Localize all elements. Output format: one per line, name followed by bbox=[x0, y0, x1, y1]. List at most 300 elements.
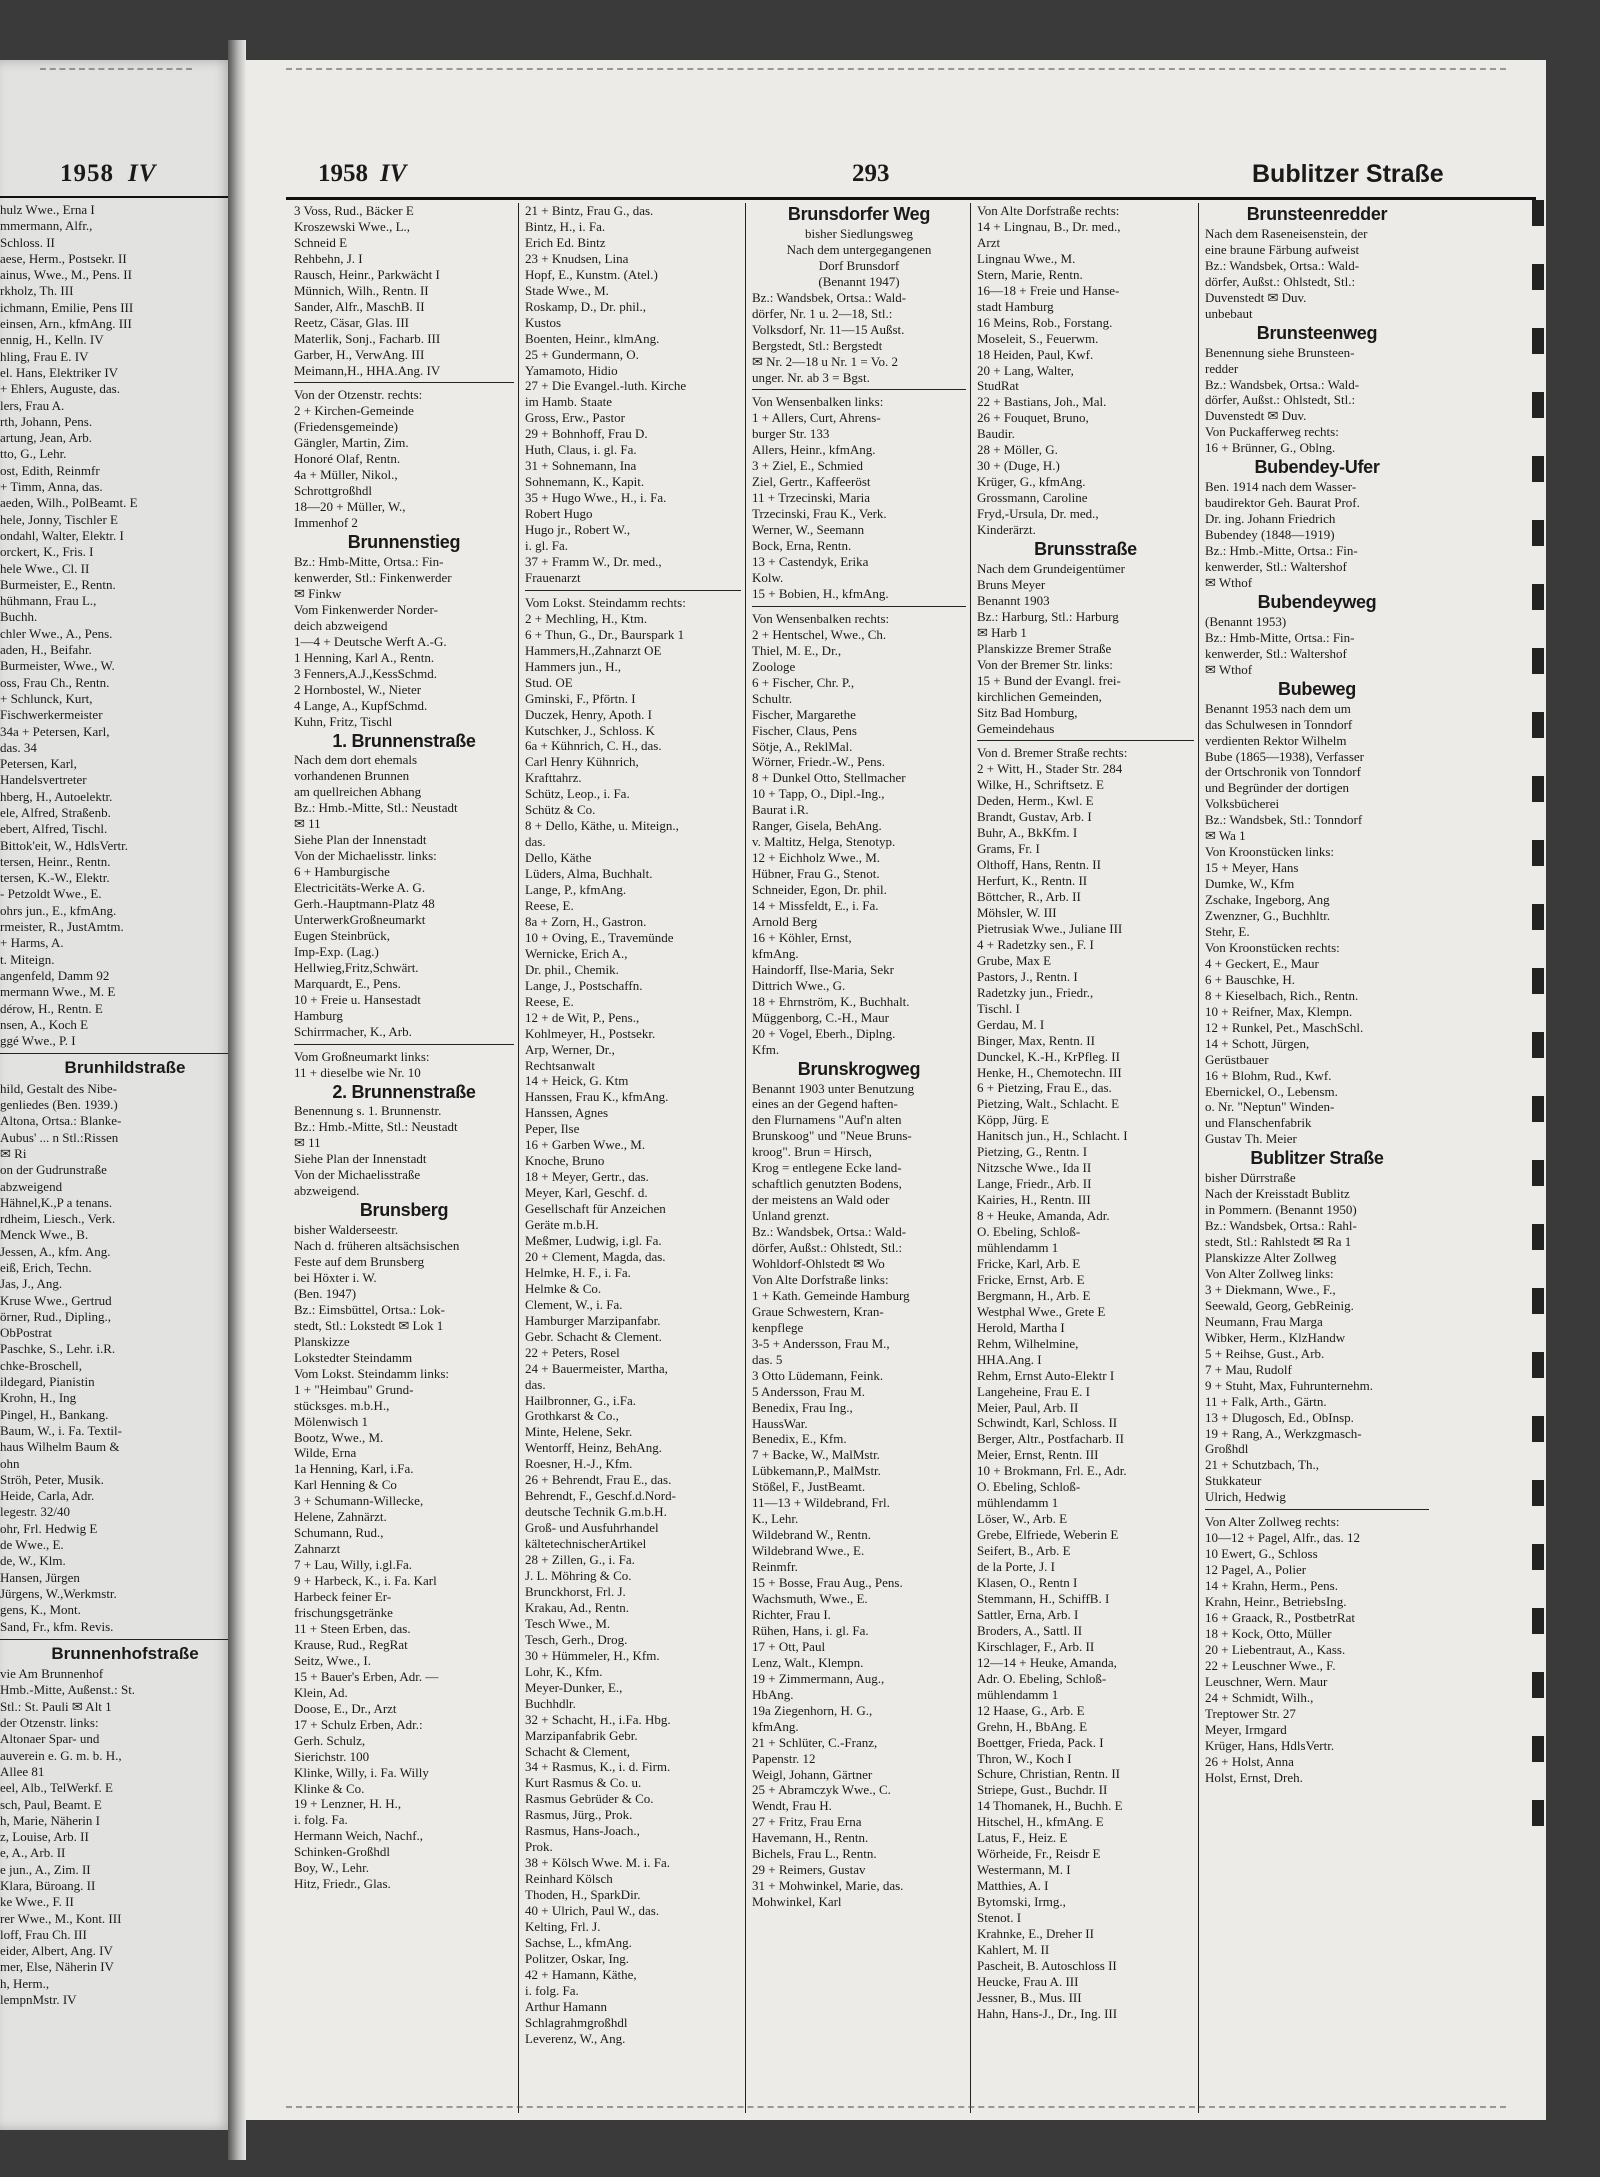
directory-line: Pietzing, G., Rentn. I bbox=[977, 1144, 1088, 1160]
directory-line: 16 + Graack, R., PostbetrRat bbox=[1205, 1610, 1355, 1626]
left-directory-line: hling, Frau E. IV bbox=[0, 348, 89, 364]
directory-line: Graue Schwestern, Kran- bbox=[752, 1303, 884, 1319]
left-directory-line: Menck Wwe., B. bbox=[0, 1227, 89, 1243]
directory-line: und Flanschenfabrik bbox=[1205, 1115, 1312, 1131]
thumb-index-mark bbox=[1532, 328, 1544, 354]
directory-line: 5 Andersson, Frau M. bbox=[752, 1383, 866, 1399]
directory-line: ✉ Wthof bbox=[1205, 574, 1253, 590]
directory-line: 18—20 + Müller, W., bbox=[294, 499, 406, 515]
header-volume: IV bbox=[380, 160, 407, 187]
section-divider bbox=[525, 590, 741, 591]
left-directory-line: h, Herm., bbox=[0, 1975, 50, 1991]
left-directory-line: ohn bbox=[0, 1455, 20, 1471]
directory-line: Siehe Plan der Innenstadt bbox=[294, 1151, 427, 1167]
directory-line: Hugo jr., Robert W., bbox=[525, 522, 631, 538]
directory-line: Sierichstr. 100 bbox=[294, 1748, 370, 1764]
directory-line: Ulrich, Hedwig bbox=[1205, 1489, 1286, 1505]
directory-line: 28 + Möller, G. bbox=[977, 442, 1058, 458]
thumb-index-mark bbox=[1532, 1160, 1544, 1186]
directory-line: Helmke & Co. bbox=[525, 1280, 602, 1296]
left-directory-line: Jessen, A., kfm. Ang. bbox=[0, 1243, 111, 1259]
directory-line: Allers, Heinr., kfmAng. bbox=[752, 442, 876, 458]
directory-line: kenwerder, Stl.: Waltershof bbox=[1205, 559, 1347, 575]
left-directory-line: hild, Gestalt des Nibe- bbox=[0, 1080, 117, 1096]
left-directory-line: Hansen, Jürgen bbox=[0, 1569, 80, 1585]
directory-line: 14 + Heick, G. Ktm bbox=[525, 1073, 629, 1089]
directory-line: 12 + Eichholz Wwe., M. bbox=[752, 850, 881, 866]
directory-line: kältetechnischerArtikel bbox=[525, 1536, 647, 1552]
directory-line: Schrottgroßhdl bbox=[294, 483, 372, 499]
directory-line: 29 + Reimers, Gustav bbox=[752, 1862, 866, 1878]
directory-line: Matthies, A. I bbox=[977, 1878, 1049, 1894]
directory-line: Kuhn, Fritz, Tischl bbox=[294, 713, 393, 729]
left-directory-line: Ströh, Peter, Musik. bbox=[0, 1471, 104, 1487]
thumb-index-mark bbox=[1532, 1800, 1544, 1826]
directory-line: Dunckel, K.-H., KrPfleg. II bbox=[977, 1048, 1120, 1064]
directory-line: Seitz, Wwe., I. bbox=[294, 1652, 372, 1668]
directory-line: Bz.: Hmb.-Mitte, Stl.: Neustadt bbox=[294, 1119, 458, 1135]
directory-line: 6 + Thun, G., Dr., Baurspark 1 bbox=[525, 626, 685, 642]
directory-line: kirchlichen Gemeinden, bbox=[977, 688, 1102, 704]
directory-line: Müggenborg, C.-H., Maur bbox=[752, 1009, 889, 1025]
directory-line: Schütz, Leop., i. Fa. bbox=[525, 786, 630, 802]
directory-line: Gross, Erw., Pastor bbox=[525, 410, 625, 426]
directory-line: 37 + Framm W., Dr. med., bbox=[525, 553, 662, 569]
directory-line: Bootz, Wwe., M. bbox=[294, 1429, 384, 1445]
column-divider bbox=[970, 203, 971, 2113]
left-directory-line: Burmeister, Wwe., W. bbox=[0, 658, 115, 674]
directory-line: Fricke, Ernst, Arb. E bbox=[977, 1271, 1085, 1287]
directory-line: 6 + Pietzing, Frau E., das. bbox=[977, 1080, 1112, 1096]
directory-line: Bichels, Frau L., Rentn. bbox=[752, 1846, 877, 1862]
directory-line: der Ortschronik von Tonndorf bbox=[1205, 764, 1361, 780]
directory-line: Ebernickel, O., Lebensm. bbox=[1205, 1083, 1338, 1099]
directory-line: 3 + Diekmann, Wwe., F., bbox=[1205, 1281, 1336, 1297]
directory-line: 2 + Mechling, H., Ktm. bbox=[525, 610, 648, 626]
directory-line: Bz.: Eimsbüttel, Ortsa.: Lok- bbox=[294, 1301, 445, 1317]
directory-line: Meyer-Dunker, E., bbox=[525, 1679, 623, 1695]
directory-line: Ben. 1914 nach dem Wasser- bbox=[1205, 479, 1357, 495]
left-directory-line: angenfeld, Damm 92 bbox=[0, 967, 110, 983]
directory-line: Möhsler, W. III bbox=[977, 904, 1057, 920]
directory-line: 31 + Sohnemann, Ina bbox=[525, 458, 637, 474]
left-directory-line: lempnMstr. IV bbox=[0, 1992, 77, 2008]
left-directory-line: Burmeister, E., Rentn. bbox=[0, 576, 116, 592]
directory-line: J. L. Möhring & Co. bbox=[525, 1568, 632, 1584]
directory-line: Latus, F., Heiz. E bbox=[977, 1830, 1068, 1846]
directory-line: 15 + Bund der Evangl. frei- bbox=[977, 672, 1121, 688]
thumb-index-mark bbox=[1532, 1096, 1544, 1122]
directory-line: 35 + Hugo Wwe., H., i. Fa. bbox=[525, 490, 667, 506]
directory-line: Hermann Weich, Nachf., bbox=[294, 1828, 424, 1844]
dashes-top bbox=[40, 68, 192, 72]
directory-line: Schinken-Großhdl bbox=[294, 1844, 391, 1860]
directory-line: Broders, A., Sattl. II bbox=[977, 1622, 1083, 1638]
directory-line: HHA.Ang. I bbox=[977, 1351, 1042, 1367]
left-directory-line: genliedes (Ben. 1939.) bbox=[0, 1097, 118, 1113]
left-directory-line: chler Wwe., A., Pens. bbox=[0, 625, 113, 641]
thumb-index-mark bbox=[1532, 1672, 1544, 1698]
directory-line: verdienten Rektor Wilhelm bbox=[1205, 732, 1347, 748]
directory-line: Seewald, Georg, GebReinig. bbox=[1205, 1297, 1354, 1313]
directory-line: Reinhard Kölsch bbox=[525, 1871, 613, 1887]
directory-line: Krause, Rud., RegRat bbox=[294, 1636, 408, 1652]
column-2 bbox=[525, 203, 741, 2113]
street-heading: 2. Brunnenstraße bbox=[332, 1081, 476, 1102]
directory-line: Stern, Marie, Rentn. bbox=[977, 266, 1083, 282]
left-directory-line: Heide, Carla, Adr. bbox=[0, 1488, 95, 1504]
directory-line: Kolw. bbox=[752, 569, 784, 585]
street-heading: Bubeweg bbox=[1278, 678, 1356, 699]
directory-line: Adr. O. Ebeling, Schloß- bbox=[977, 1670, 1107, 1686]
directory-line: Vom Großneumarkt links: bbox=[294, 1048, 430, 1064]
directory-line: Rühen, Hans, i. gl. Fa. bbox=[752, 1622, 869, 1638]
directory-line: Sander, Alfr., MaschB. II bbox=[294, 298, 425, 314]
thumb-index-mark bbox=[1532, 968, 1544, 994]
directory-line: Stud. OE bbox=[525, 674, 573, 690]
directory-line: ✉ Wa 1 bbox=[1205, 828, 1246, 844]
directory-line: Schwindt, Karl, Schloss. II bbox=[977, 1415, 1118, 1431]
directory-line: bisher Dürrstraße bbox=[1205, 1170, 1296, 1186]
left-directory-line: el. Hans, Elektriker IV bbox=[0, 364, 119, 380]
dashes-top bbox=[286, 68, 1506, 72]
directory-line: Thoden, H., SparkDir. bbox=[525, 1887, 641, 1903]
directory-line: Grothkarst & Co., bbox=[525, 1408, 619, 1424]
directory-line: mühlendamm 1 bbox=[977, 1686, 1059, 1702]
directory-line: Nach dem dort ehemals bbox=[294, 752, 418, 768]
thumb-index-mark bbox=[1532, 840, 1544, 866]
directory-line: 21 + Schutzbach, Th., bbox=[1205, 1457, 1319, 1473]
directory-line: stücksges. m.b.H., bbox=[294, 1397, 390, 1413]
column-1 bbox=[294, 203, 514, 2113]
directory-line: Rasmus, Jürg., Prok. bbox=[525, 1807, 633, 1823]
thumb-index-mark bbox=[1532, 520, 1544, 546]
section-divider bbox=[977, 740, 1194, 741]
left-directory-line: vie Am Brunnenhof bbox=[0, 1666, 104, 1682]
left-directory-line: - Petzoldt Wwe., E. bbox=[0, 886, 102, 902]
street-note: Dorf Brunsdorf bbox=[818, 257, 900, 273]
directory-line: im Hamb. Staate bbox=[525, 394, 613, 410]
directory-line: Pietzing, Walt., Schlacht. E bbox=[977, 1096, 1120, 1112]
directory-line: schaftlich genutzten Bodens, bbox=[752, 1176, 902, 1192]
directory-line: 10 + Tapp, O., Dipl.-Ing., bbox=[752, 786, 885, 802]
directory-line: 2 + Hentschel, Wwe., Ch. bbox=[752, 626, 887, 642]
directory-line: Dr. ing. Johann Friedrich bbox=[1205, 511, 1336, 527]
directory-line: Fricke, Karl, Arb. E bbox=[977, 1255, 1081, 1271]
left-directory-line: Fischwerkermeister bbox=[0, 707, 103, 723]
directory-line: Bube (1865—1938), Verfasser bbox=[1205, 748, 1364, 764]
directory-line: Neumann, Frau Marga bbox=[1205, 1313, 1323, 1329]
directory-line: i. folg. Fa. bbox=[294, 1812, 348, 1828]
directory-line: ✉ Finkw bbox=[294, 585, 342, 601]
directory-line: Benannt 1903 unter Benutzung bbox=[752, 1080, 915, 1096]
directory-line: Pascheit, B. Autoschloss II bbox=[977, 1957, 1117, 1973]
directory-line: Hahn, Hans-J., Dr., Ing. III bbox=[977, 2005, 1118, 2021]
directory-line: das Schulwesen in Tonndorf bbox=[1205, 716, 1353, 732]
street-heading: Brunsteenredder bbox=[1246, 204, 1388, 224]
directory-line: Stößel, F., JustBeamt. bbox=[752, 1479, 866, 1495]
directory-line: Werner, W., Seemann bbox=[752, 522, 865, 538]
thumb-index-mark bbox=[1532, 1480, 1544, 1506]
directory-line: Tesch, Gerh., Drog. bbox=[525, 1631, 628, 1647]
directory-line: Herold, Martha I bbox=[977, 1319, 1065, 1335]
left-directory-line: eiß, Erich, Techn. bbox=[0, 1260, 92, 1275]
directory-line: 13 + Castendyk, Erika bbox=[752, 554, 869, 570]
directory-line: Buchhdlr. bbox=[525, 1695, 576, 1711]
directory-line: Reetz, Cäsar, Glas. III bbox=[294, 314, 409, 330]
left-directory-line: Hähnel,K.,P a tenans. bbox=[0, 1194, 113, 1210]
directory-line: Kutschker, J., Schloss. K bbox=[525, 722, 655, 738]
directory-line: in Pommern. (Benannt 1950) bbox=[1205, 1202, 1357, 1218]
left-directory-line: artung, Jean, Arb. bbox=[0, 430, 93, 446]
directory-line: Wohldorf-Ohlstedt ✉ Wo bbox=[752, 1256, 885, 1271]
left-section-divider bbox=[0, 1639, 230, 1640]
directory-line: 20 + Lang, Walter, bbox=[977, 362, 1074, 378]
left-directory-line: loff, Frau Ch. III bbox=[0, 1926, 87, 1942]
directory-line: Henke, H., Chemotechn. III bbox=[977, 1064, 1122, 1080]
directory-line: Grossmann, Caroline bbox=[977, 490, 1088, 506]
left-directory-line: hele, Jonny, Tischler E bbox=[0, 511, 118, 527]
directory-line: Weigl, Johann, Gärtner bbox=[752, 1766, 873, 1782]
thumb-index-mark bbox=[1532, 712, 1544, 738]
directory-line: 1 + Kath. Gemeinde Hamburg bbox=[752, 1287, 910, 1303]
left-directory-line: on der Gudrunstraße bbox=[0, 1162, 107, 1178]
directory-line: Wörheide, Fr., Reisdr E bbox=[977, 1846, 1101, 1862]
directory-line: Bz.: Wandsbek, Ortsa.: Wald- bbox=[1205, 257, 1360, 273]
directory-line: Bubendey (1848—1919) bbox=[1205, 527, 1335, 543]
directory-line: das. 5 bbox=[752, 1351, 783, 1367]
directory-line: Lüders, Alma, Buchhalt. bbox=[525, 866, 653, 882]
directory-line: Schneider, Egon, Dr. phil. bbox=[752, 882, 887, 898]
directory-line: 15 + Bobien, H., kfmAng. bbox=[752, 585, 889, 601]
directory-line: Planskizze bbox=[294, 1333, 350, 1349]
left-directory-line: rkholz, Th. III bbox=[0, 283, 74, 299]
street-heading: Brunsdorfer Weg bbox=[787, 204, 931, 224]
directory-line: 11—13 + Wildebrand, Frl. bbox=[752, 1495, 890, 1511]
directory-line: dörfer, Außst.: Ohlstedt, Stl.: bbox=[1205, 273, 1356, 289]
left-directory-line: ennig, H., Kelln. IV bbox=[0, 332, 104, 348]
left-directory-line: rmeister, R., JustAmtm. bbox=[0, 919, 124, 935]
directory-line: 3 Fenners,A.J.,KessSchmd. bbox=[294, 665, 437, 681]
directory-line: Binger, Max, Rentn. II bbox=[977, 1032, 1095, 1048]
left-directory-line: Jas, J., Ang. bbox=[0, 1276, 63, 1292]
directory-line: 6a + Kühnrich, C. H., das. bbox=[525, 738, 662, 754]
directory-line: Stemmann, H., SchiffB. I bbox=[977, 1590, 1110, 1606]
directory-line: Unland grenzt. bbox=[752, 1208, 830, 1224]
directory-line: Brunskoog" und "Neue Bruns- bbox=[752, 1128, 912, 1144]
directory-line: 22 + Peters, Rosel bbox=[525, 1344, 620, 1360]
directory-line: 22 + Leuschner Wwe., F. bbox=[1205, 1657, 1336, 1673]
directory-line: Ziel, Gertr., Kaffeeröst bbox=[752, 474, 871, 490]
left-page bbox=[0, 60, 232, 2130]
directory-line: Papenstr. 12 bbox=[752, 1750, 816, 1766]
section-divider bbox=[294, 1044, 514, 1045]
directory-line: 7 + Mau, Rudolf bbox=[1205, 1361, 1292, 1377]
street-heading: Brunskrogweg bbox=[797, 1058, 921, 1079]
directory-line: Von Kroonstücken links: bbox=[1205, 844, 1335, 860]
directory-line: 1a Henning, Karl, i.Fa. bbox=[294, 1461, 414, 1477]
directory-line: Krafttahrz. bbox=[525, 770, 582, 786]
directory-line: Krüger, Hans, HdlsVertr. bbox=[1205, 1737, 1335, 1753]
directory-line: kenpflege bbox=[752, 1319, 804, 1335]
directory-line: 15 + Meyer, Hans bbox=[1205, 860, 1299, 876]
directory-line: 16—18 + Freie und Hanse- bbox=[977, 282, 1120, 298]
directory-line: Kustos bbox=[525, 314, 562, 330]
directory-line: Striepe, Gust., Buchdr. II bbox=[977, 1782, 1108, 1798]
street-note: (Benannt 1947) bbox=[818, 273, 900, 289]
directory-line: deutsche Technik G.m.b.H. bbox=[525, 1504, 667, 1520]
directory-line: Klinke, Willy, i. Fa. Willy bbox=[294, 1764, 429, 1780]
directory-line: Von Alte Dorfstraße rechts: bbox=[977, 203, 1120, 218]
directory-line: Reese, E. bbox=[525, 993, 574, 1009]
directory-line: Wachsmuth, Wwe., E. bbox=[752, 1591, 868, 1607]
directory-line: Hitschel, H., kfmAng. E bbox=[977, 1814, 1104, 1830]
left-directory-line: mmermann, Alfr., bbox=[0, 218, 93, 234]
directory-line: Westermann, M. I bbox=[977, 1862, 1071, 1878]
directory-line: 24 + Schmidt, Wilh., bbox=[1205, 1689, 1314, 1705]
directory-line: Von Kroonstücken rechts: bbox=[1205, 939, 1340, 955]
left-directory-line: ggé Wwe., P. I bbox=[0, 1033, 76, 1049]
directory-line: Electricitäts-Werke A. G. bbox=[294, 880, 426, 896]
directory-line: 4 + Radetzky sen., F. I bbox=[977, 936, 1094, 952]
directory-line: Imp-Exp. (Lag.) bbox=[294, 943, 379, 959]
left-page-year: 1958 bbox=[60, 160, 114, 187]
directory-line: Meier, Paul, Arb. II bbox=[977, 1399, 1079, 1415]
thumb-index-mark bbox=[1532, 200, 1544, 226]
directory-line: 8a + Zorn, H., Gastron. bbox=[525, 913, 647, 929]
directory-line: 2 + Kirchen-Gemeinde bbox=[294, 403, 414, 419]
column-4 bbox=[977, 203, 1194, 2113]
directory-line: Roskamp, D., Dr. phil., bbox=[525, 298, 646, 314]
section-divider bbox=[1205, 1509, 1429, 1510]
thumb-index-mark bbox=[1532, 648, 1544, 674]
directory-line: 21 + Bintz, Frau G., das. bbox=[525, 203, 654, 218]
directory-line: Hamburg bbox=[294, 1007, 343, 1023]
directory-line: Gerdau, M. I bbox=[977, 1016, 1045, 1032]
header-rule bbox=[286, 197, 1536, 200]
directory-line: Grube, Max E bbox=[977, 952, 1052, 968]
directory-line: redder bbox=[1205, 360, 1239, 376]
directory-line: Sachse, L., kfmAng. bbox=[525, 1934, 632, 1950]
directory-line: den Flurnamens "Auf'n alten bbox=[752, 1112, 902, 1128]
directory-line: stedt, Stl.: Rahlstedt ✉ Ra 1 bbox=[1205, 1234, 1352, 1250]
directory-line: 2 + Witt, H., Stader Str. 284 bbox=[977, 761, 1123, 777]
directory-line: Erich Ed. Bintz bbox=[525, 234, 606, 250]
directory-line: ✉ Nr. 2—18 u Nr. 1 = Vo. 2 bbox=[752, 353, 898, 369]
directory-line: Zahnarzt bbox=[294, 1541, 341, 1557]
directory-line: deich abzweigend bbox=[294, 617, 388, 633]
directory-line: Doose, E., Dr., Arzt bbox=[294, 1700, 397, 1716]
directory-line: Sohnemann, K., Kapit. bbox=[525, 474, 645, 490]
directory-line: Rehm, Ernst Auto-Elektr I bbox=[977, 1367, 1115, 1383]
directory-line: Seifert, B., Arb. E bbox=[977, 1543, 1071, 1559]
directory-line: Schütz & Co. bbox=[525, 802, 596, 818]
thumb-index-mark bbox=[1532, 904, 1544, 930]
street-heading: Bublitzer Straße bbox=[1250, 1148, 1384, 1169]
directory-line: Zschake, Ingeborg, Ang bbox=[1205, 892, 1330, 908]
directory-line: Von Alter Zollweg links: bbox=[1205, 1266, 1334, 1281]
left-page-header bbox=[60, 160, 156, 188]
directory-line: 21 + Schlüter, C.-Franz, bbox=[752, 1734, 878, 1750]
left-directory-line: aden, H., Beifahr. bbox=[0, 642, 92, 658]
directory-line: Stade Wwe., M. bbox=[525, 282, 609, 298]
directory-line: Klein, Ad. bbox=[294, 1684, 348, 1700]
thumb-index-mark bbox=[1532, 1608, 1544, 1634]
column-divider bbox=[745, 203, 746, 2113]
directory-line: Rausch, Heinr., Parkwächt I bbox=[294, 266, 440, 282]
directory-line: 4 + Geckert, E., Maur bbox=[1205, 955, 1319, 971]
page-number: 293 bbox=[852, 160, 890, 187]
directory-line: 3-5 + Andersson, Frau M., bbox=[752, 1335, 890, 1351]
directory-line: Benennung s. 1. Brunnenstr. bbox=[294, 1103, 442, 1119]
directory-line: Wildebrand Wwe., E. bbox=[752, 1543, 865, 1559]
left-directory-line: de Wwe., E. bbox=[0, 1537, 64, 1553]
directory-line: Löser, W., Arb. E bbox=[977, 1511, 1068, 1527]
directory-line: Kroszewski Wwe., L., bbox=[294, 218, 411, 234]
directory-line: Nitzsche Wwe., Ida II bbox=[977, 1160, 1092, 1176]
directory-line: Bytomski, Irmg., bbox=[977, 1894, 1066, 1910]
directory-line: Klinke & Co. bbox=[294, 1780, 365, 1796]
directory-line: ✉ Wthof bbox=[1205, 661, 1253, 677]
directory-line: Duczek, Henry, Apoth. I bbox=[525, 706, 652, 722]
left-directory-line: tersen, K.-W., Elektr. bbox=[0, 870, 110, 886]
thumb-index-mark bbox=[1532, 1544, 1544, 1570]
directory-line: 4a + Müller, Nikol., bbox=[294, 467, 398, 483]
left-directory-line: Baum, W., i. Fa. Textil- bbox=[0, 1422, 122, 1438]
left-directory-line: sch, Paul, Beamt. E bbox=[0, 1796, 102, 1812]
left-directory-line: auverein e. G. m. b. H., bbox=[0, 1747, 122, 1763]
left-directory-line: + Ehlers, Auguste, das. bbox=[0, 381, 120, 397]
directory-line: Haindorff, Ilse-Maria, Sekr bbox=[752, 961, 894, 977]
left-directory-line: Buchh. bbox=[0, 609, 38, 625]
directory-line: Hitz, Friedr., Glas. bbox=[294, 1876, 391, 1892]
left-directory-line: hele Wwe., Cl. II bbox=[0, 560, 90, 576]
directory-line: Schumann, Rud., bbox=[294, 1525, 384, 1541]
directory-line: Münnich, Wilh., Rentn. II bbox=[294, 282, 429, 298]
directory-line: Hopf, E., Kunstm. (Atel.) bbox=[525, 266, 658, 282]
directory-line: Bz.: Wandsbek, Ortsa.: Wald- bbox=[752, 289, 907, 305]
directory-line: 9 + Stuht, Max, Fuhrunternehm. bbox=[1205, 1377, 1374, 1393]
directory-line: 28 + Zillen, G., i. Fa. bbox=[525, 1552, 635, 1568]
left-directory-line: Altona, Ortsa.: Blanke- bbox=[0, 1113, 122, 1129]
directory-line: Fischer, Claus, Pens bbox=[752, 722, 857, 738]
directory-line: 17 + Ott, Paul bbox=[752, 1638, 826, 1654]
thumb-index-mark bbox=[1532, 1736, 1544, 1762]
directory-line: Von der Otzenstr. rechts: bbox=[294, 387, 423, 403]
directory-line: Sitz Bad Homburg, bbox=[977, 704, 1078, 720]
directory-line: Gemeindehaus bbox=[977, 720, 1055, 736]
directory-line: Clement, W., i. Fa. bbox=[525, 1296, 623, 1312]
directory-line: 8 + Dello, Käthe, u. Miteign., bbox=[525, 818, 679, 834]
directory-line: 20 + Clement, Magda, das. bbox=[525, 1248, 666, 1264]
directory-line: Fryd,-Ursula, Dr. med., bbox=[977, 506, 1099, 522]
thumb-index-mark bbox=[1532, 264, 1544, 290]
directory-line: 30 + (Duge, H.) bbox=[977, 458, 1060, 474]
directory-line: 11 + Falk, Arth., Gärtn. bbox=[1205, 1393, 1327, 1409]
directory-line: 19a Ziegenhorn, H. G., bbox=[752, 1702, 873, 1718]
directory-line: 11 + Trzecinski, Maria bbox=[752, 490, 871, 506]
directory-line: Grehn, H., BbAng. E bbox=[977, 1718, 1088, 1734]
left-directory-line: hberg, H., Autoelektr. bbox=[0, 788, 113, 804]
thumb-index-mark bbox=[1532, 776, 1544, 802]
directory-line: 3 + Schumann-Willecke, bbox=[294, 1493, 424, 1509]
directory-line: Peper, Ilse bbox=[525, 1121, 580, 1137]
directory-line: Huth, Claus, i. gl. Fa. bbox=[525, 442, 637, 458]
left-directory-line: Handelsvertreter bbox=[0, 772, 87, 788]
directory-line: 14 Thomanek, H., Buchh. E bbox=[977, 1798, 1123, 1814]
directory-line: 16 + Garben Wwe., M. bbox=[525, 1137, 646, 1153]
directory-line: Siehe Plan der Innenstadt bbox=[294, 832, 427, 848]
